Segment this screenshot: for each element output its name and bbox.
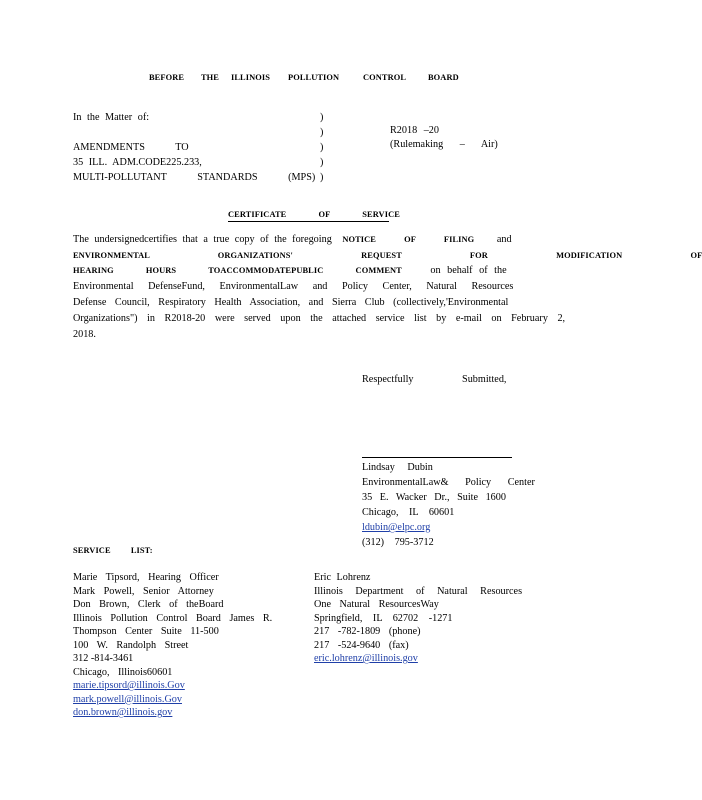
- caption-line: In the Matter of:: [73, 112, 150, 123]
- paren: ): [320, 172, 324, 183]
- certificate-text: and: [496, 234, 512, 245]
- service-contact-line: Illinois Department of Natural Resources: [314, 585, 523, 597]
- service-list-heading: SERVICE LIST:: [73, 546, 153, 555]
- request-title-line: HEARING HOURS TOACCOMMODATEPUBLIC COMMENT: [73, 266, 402, 275]
- caption-line: AMENDMENTS TO: [73, 142, 189, 153]
- service-contact-line: Springfield, IL 62702 -1271: [314, 612, 453, 624]
- case-caption: [73, 110, 315, 185]
- service-contact-line: Chicago, Illinois60601: [73, 666, 173, 678]
- caption-line: [73, 125, 315, 140]
- service-contact-line: 312 -814-3461: [73, 653, 134, 664]
- service-list-left: [73, 571, 272, 720]
- paren: ): [320, 112, 324, 123]
- signer-phone: (312) 795-3712: [362, 537, 434, 548]
- signature-line: [362, 457, 512, 458]
- docket-type: (Rulemaking – Air): [390, 139, 498, 150]
- service-contact-line: One Natural ResourcesWay: [314, 599, 439, 610]
- caption-line: MULTI-POLLUTANT STANDARDS (MPS): [73, 172, 316, 183]
- title-word: BOARD: [428, 73, 459, 82]
- certificate-line: [73, 233, 539, 247]
- certificate-heading: CERTIFICATE OF SERVICE: [228, 210, 400, 219]
- signer-street: 35 E. Wacker Dr., Suite 1600: [362, 492, 506, 503]
- service-contact-line: 217 -782-1809 (phone): [314, 626, 421, 637]
- paren: ): [320, 157, 324, 168]
- service-contact-line: Mark Powell, Senior Attorney: [73, 585, 214, 597]
- certificate-text: Organizations") in R2018-20 were served upon the attached service list by e-mail on February 2,: [73, 313, 566, 324]
- service-contact-line: Thompson Center Suite 11-500: [73, 626, 219, 637]
- closing: Respectfully Submitted,: [362, 374, 507, 385]
- caption-line: 35 ILL. ADM.CODE225.233,: [73, 157, 202, 168]
- certificate-text: 2018.: [73, 329, 96, 340]
- notice-of-filing: NOTICE OF FILING: [342, 235, 475, 244]
- title-word: POLLUTION: [288, 73, 340, 82]
- title-word: ILLINOIS: [231, 73, 270, 82]
- signer-city: Chicago, IL 60601: [362, 507, 455, 518]
- service-contact-line: 217 -524-9640 (fax): [314, 639, 409, 651]
- paren: ): [320, 127, 324, 138]
- certificate-line: [73, 264, 507, 278]
- signer-email-link[interactable]: ldubin@elpc.org: [362, 522, 431, 533]
- certificate-text: on behalf of the: [430, 265, 507, 276]
- email-link[interactable]: eric.lohrenz@illinois.gov: [314, 653, 418, 664]
- certificate-text: Defense Council, Respiratory Health Association, and Sierra Club (collectively,'Environmental: [73, 297, 509, 308]
- title-word: BEFORE: [149, 73, 185, 82]
- title-word: CONTROL: [363, 73, 407, 82]
- service-contact-line: Illinois Pollution Control Board James R.: [73, 612, 273, 624]
- service-contact-line: 100 W. Randolph Street: [73, 639, 189, 651]
- service-contact-line: Marie Tipsord, Hearing Officer: [73, 572, 219, 583]
- heading-underline: [228, 221, 389, 222]
- caption-parentheses: [320, 110, 323, 185]
- docket-number: R2018 –20: [390, 125, 439, 136]
- signature-block: [362, 460, 535, 550]
- certificate-text: Environmental DefenseFund, EnvironmentalLaw and Policy Center, Natural Resources: [73, 281, 514, 292]
- certificate-text: The undersignedcertifies that a true copy of the foregoing: [73, 234, 332, 245]
- signer-org: EnvironmentalLaw& Policy Center: [362, 477, 535, 488]
- signer-name: Lindsay Dubin: [362, 462, 433, 473]
- service-list-right: [314, 571, 522, 666]
- service-contact-line: Eric Lohrenz: [314, 572, 371, 583]
- document-title: [0, 71, 618, 85]
- email-link[interactable]: don.brown@illinois.gov: [73, 707, 173, 718]
- paren: ): [320, 142, 324, 153]
- email-link[interactable]: mark.powell@illinois.Gov: [73, 693, 182, 705]
- email-link[interactable]: marie.tipsord@illinois.Gov: [73, 680, 185, 691]
- title-word: THE: [201, 73, 219, 82]
- request-title-line: ENVIRONMENTAL ORGANIZATIONS' REQUEST FOR MODIFICATION OF: [73, 251, 702, 260]
- service-contact-line: Don Brown, Clerk of theBoard: [73, 599, 224, 610]
